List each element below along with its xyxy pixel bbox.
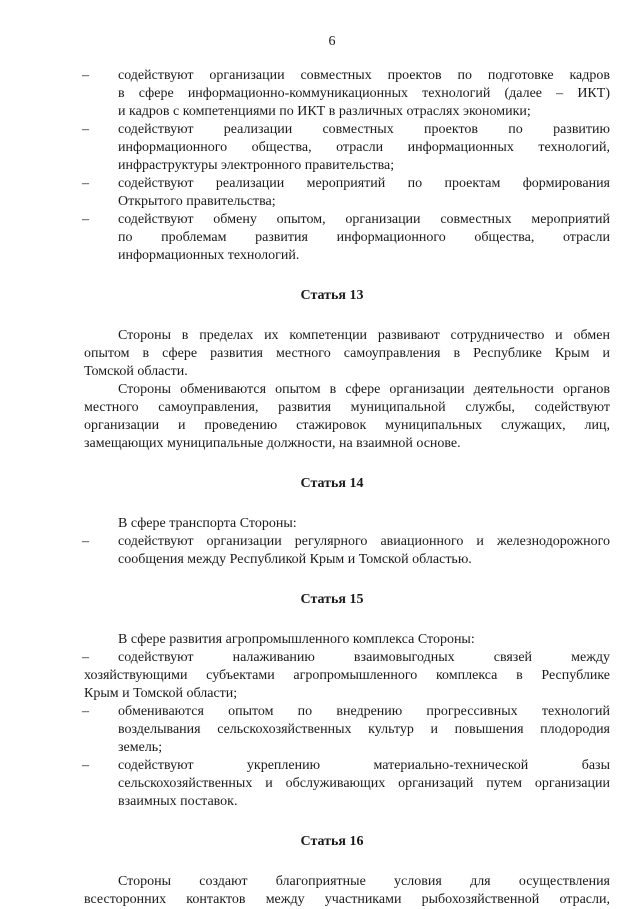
article-14-title: Статья 14	[300, 476, 364, 491]
list-item: – содействуют организации совместных проектов по подготовке кадров в сфере информационно-коммуникационных технологий (далее – ИКТ) и кадров с компетенциями по ИКТ в различных отраслях экономики;	[82, 68, 610, 119]
article-15-title: Статья 15	[300, 592, 364, 607]
bullet-dash: –	[82, 650, 89, 665]
intro-bullet-list	[84, 67, 610, 265]
article-15-body: В сфере развития агропромышленного комплекса Стороны: – содействуют налаживанию взаимовыгодных связей между хозяйствующими субъектами агропромышленного комплекса в Республике Крым и Томской области; – обмениваются опытом по внедрению прогрессивных технологий возделывания сельскохозяйственных культур и повышения плодородия земель; – содействуют укреплению материально-технической базы сельскохозяйственных и обслуживающих организаций путем организации взаимных поставок.	[82, 632, 610, 809]
list-item: – обмениваются опытом по внедрению прогрессивных технологий возделывания сельскохозяйственных культур и повышения плодородия земель;	[82, 704, 610, 755]
article-13-body: Стороны в пределах их компетенции развивают сотрудничество и обмен опытом в сфере развития местного самоуправления в Республике Крым и Томской области. Стороны обмениваются опытом в сфере организации деятельности органов местного самоуправления, развития муниципальной службы, содействуют организации и проведению стажировок муниципальных служащих, лиц, замещающих муниципальные должности, на взаимной основе.	[84, 328, 610, 451]
article-13-title: Статья 13	[300, 288, 364, 303]
article-14-body: В сфере транспорта Стороны: – содействуют организации регулярного авиационного и железнодорожного сообщения между Республикой Крым и Томской областью.	[82, 516, 610, 567]
bullet-dash: –	[82, 758, 89, 773]
bullet-dash: –	[82, 534, 89, 549]
article-16-title: Статья 16	[300, 834, 364, 849]
bullet-dash: –	[82, 704, 89, 719]
page-number: 6	[328, 34, 336, 49]
bullet-dash: –	[82, 68, 89, 83]
list-item: – содействуют реализации совместных проектов по развитию информационного общества, отрасли информационных технологий, инфраструктуры электронного правительства;	[82, 122, 610, 173]
bullet-dash: –	[82, 212, 89, 227]
list-item: – содействуют укреплению материально-технической базы сельскохозяйственных и обслуживающих организаций путем организации взаимных поставок.	[82, 758, 610, 809]
list-item: – содействуют реализации мероприятий по проектам формирования Открытого правительства;	[82, 176, 610, 209]
list-item: – содействуют налаживанию взаимовыгодных связей между	[82, 650, 610, 665]
list-item: – содействуют обмену опытом, организации совместных мероприятий по проблемам развития информационного общества, отрасли информационных технологий.	[82, 212, 610, 263]
article-16-body: Стороны создают благоприятные условия для осуществления всесторонних контактов между участниками рыбохозяйственной отрасли,	[84, 874, 610, 907]
bullet-dash: –	[82, 122, 89, 137]
bullet-dash: –	[82, 176, 89, 191]
list-item: – содействуют организации регулярного авиационного и железнодорожного сообщения между Республикой Крым и Томской областью.	[82, 534, 610, 567]
